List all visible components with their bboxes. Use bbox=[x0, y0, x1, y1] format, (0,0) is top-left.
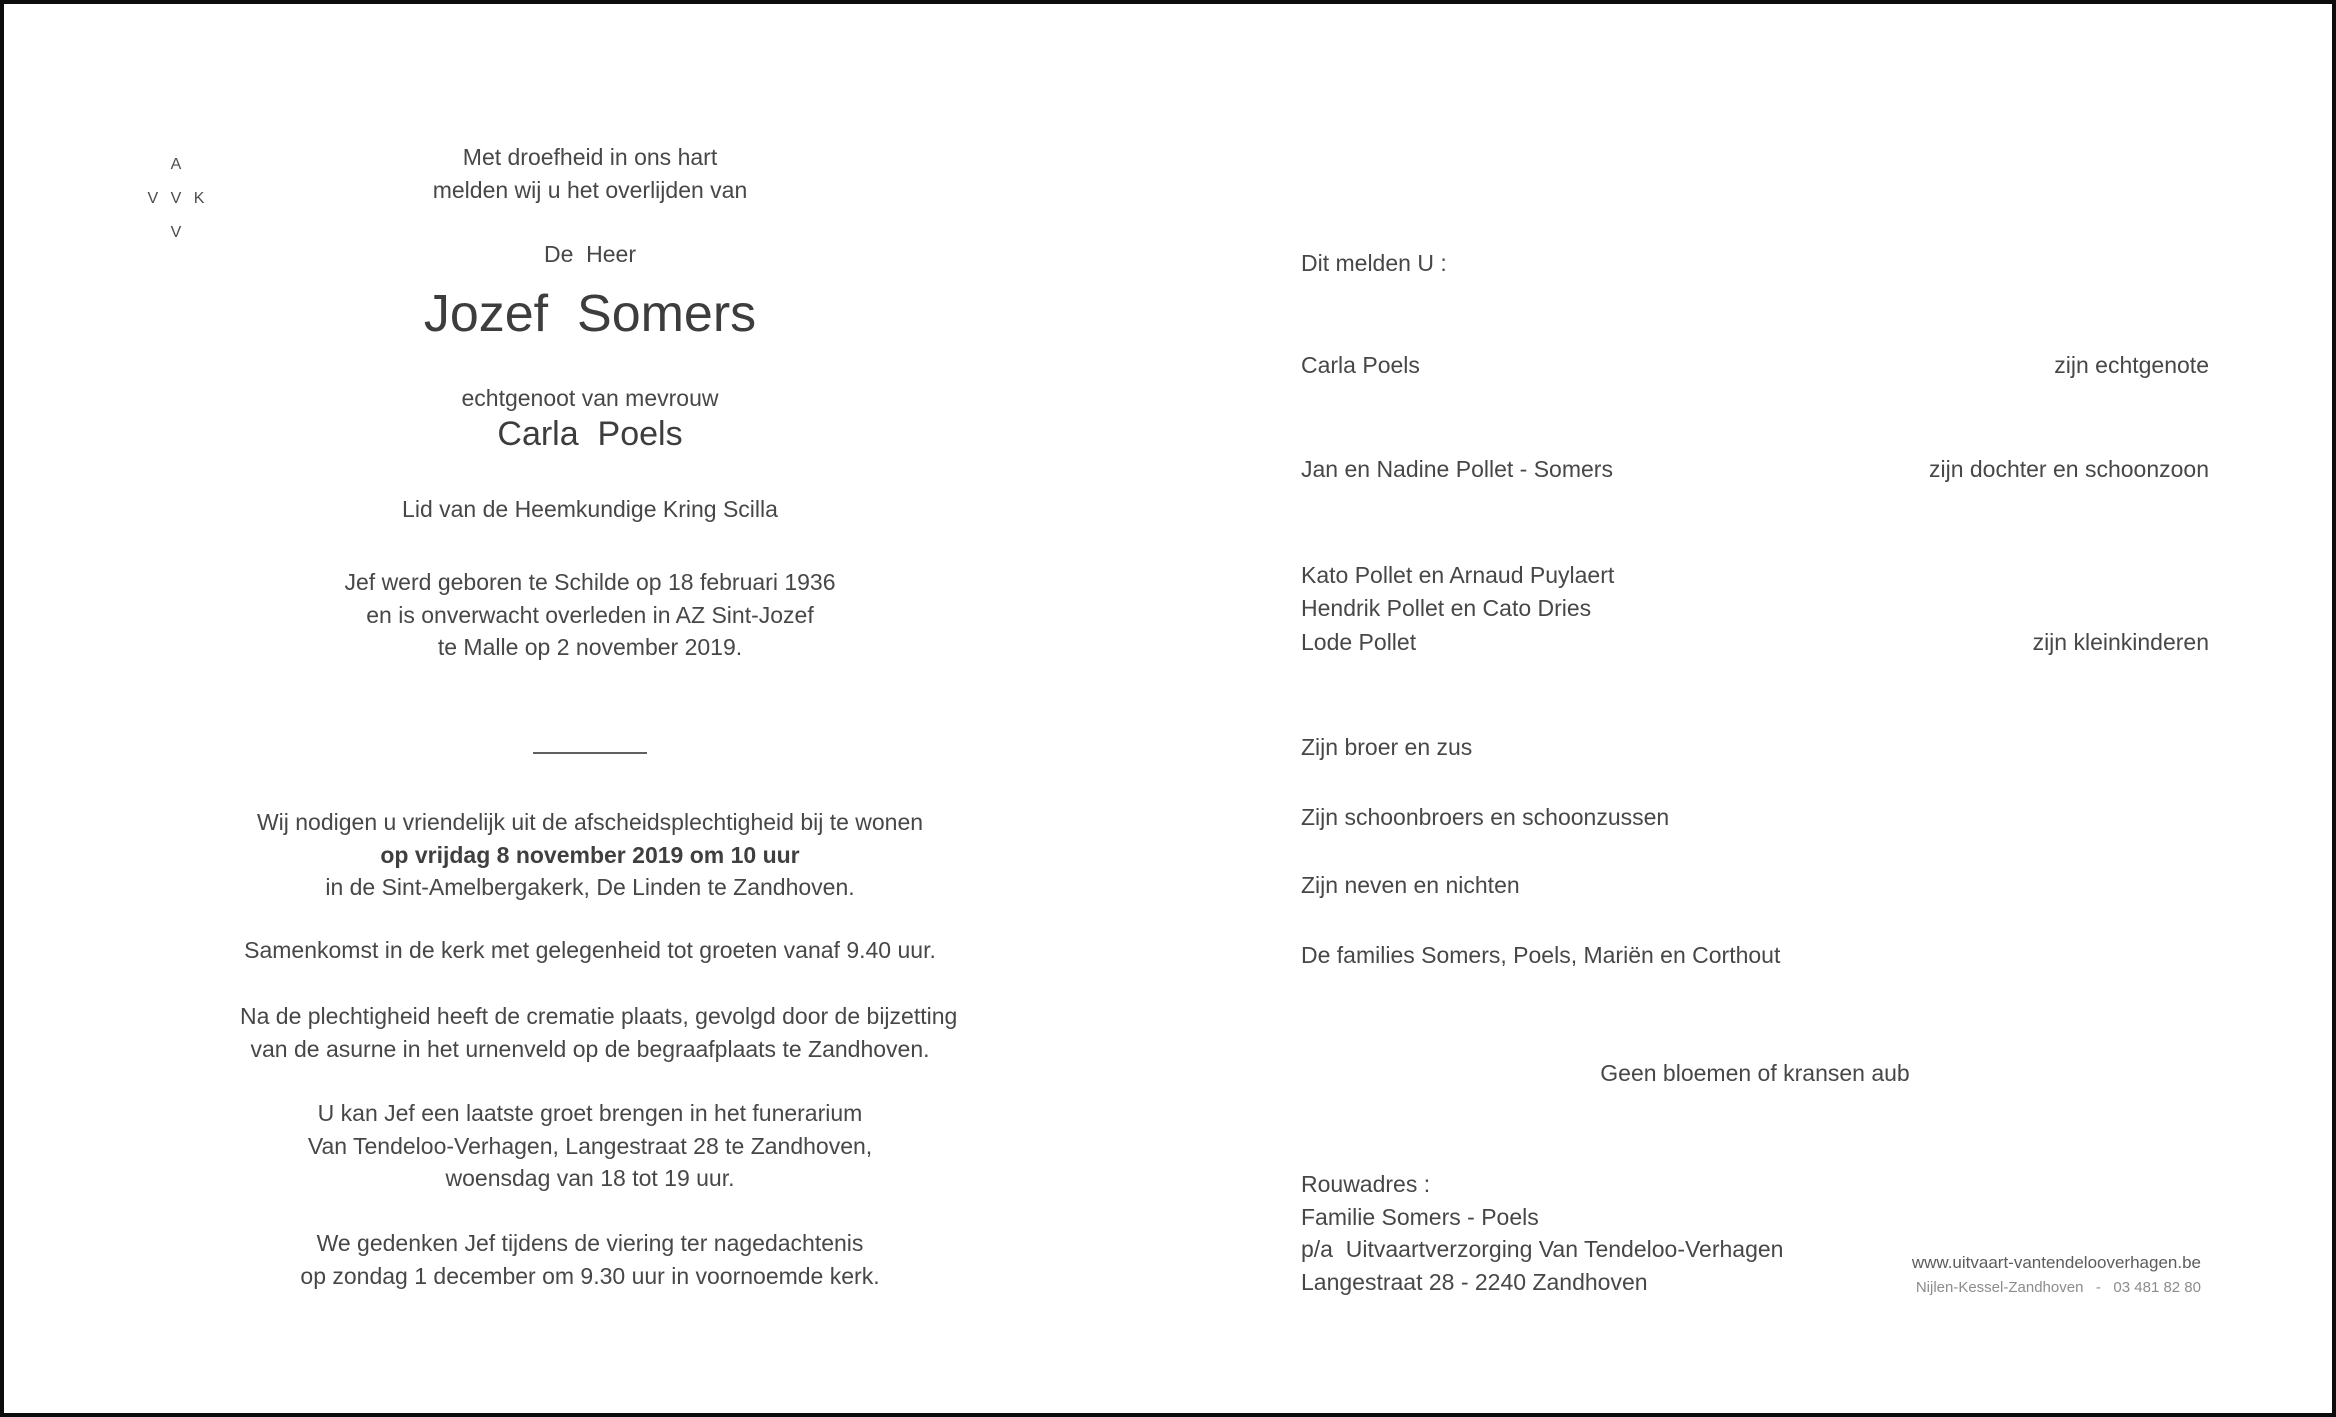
memorial-line: op zondag 1 december om 9.30 uur in voornoemde kerk. bbox=[300, 1262, 880, 1289]
life-dates-paragraph bbox=[240, 566, 940, 664]
invitation-location: in de Sint-Amelbergakerk, De Linden te Zandhoven. bbox=[325, 874, 855, 900]
relative-row bbox=[1301, 592, 2209, 625]
relative-row bbox=[1301, 626, 2209, 659]
cremation-paragraph bbox=[240, 1000, 958, 1065]
relative-relation: zijn kleinkinderen bbox=[2032, 629, 2209, 655]
funerarium-line: U kan Jef een laatste groet brengen in het funerarium bbox=[317, 1100, 863, 1126]
funeral-home-website-block bbox=[1912, 1254, 2201, 1271]
avvkv-emblem bbox=[135, 148, 217, 250]
spouse-name: Carla Poels bbox=[497, 415, 683, 453]
cremation-line: Na de plechtigheid heeft de crematie plaats, gevolgd door de bijzetting bbox=[240, 1003, 958, 1029]
relative-row bbox=[1301, 869, 2209, 902]
announcers-heading-block bbox=[1301, 247, 2209, 280]
relative-name: Zijn schoonbroers en schoonzussen bbox=[1301, 804, 1670, 830]
gathering-text: Samenkomst in de kerk met gelegenheid tot groeten vanaf 9.40 uur. bbox=[244, 937, 936, 963]
spouse-name-block bbox=[240, 417, 940, 451]
intro-line: Met droefheid in ons hart bbox=[462, 144, 718, 170]
life-line: en is onverwacht overleden in AZ Sint-Jozef bbox=[366, 601, 814, 628]
funerarium-paragraph bbox=[240, 1097, 940, 1195]
emblem-letters-middle: V V K bbox=[147, 190, 205, 207]
mourning-address-line: p/a Uitvaartverzorging Van Tendeloo-Verhagen bbox=[1301, 1236, 1784, 1262]
memorial-line: We gedenken Jef tijdens de viering ter nagedachtenis bbox=[316, 1230, 864, 1256]
life-line: Jef werd geboren te Schilde op 18 februari 1936 bbox=[344, 569, 836, 595]
mourning-address-label: Rouwadres : bbox=[1301, 1171, 1431, 1197]
relative-row bbox=[1301, 559, 2209, 592]
mourning-address-line: Familie Somers - Poels bbox=[1301, 1203, 1539, 1230]
relative-name: Carla Poels bbox=[1301, 352, 1420, 378]
flowers-note: Geen bloemen of kransen aub bbox=[1600, 1060, 1910, 1086]
relative-name: Hendrik Pollet en Cato Dries bbox=[1301, 595, 1592, 621]
deceased-name-block bbox=[240, 285, 940, 343]
funeral-home-locations-phone: Nijlen-Kessel-Zandhoven - 03 481 82 80 bbox=[1915, 1279, 2201, 1296]
membership-block bbox=[240, 493, 940, 526]
memorial-paragraph bbox=[240, 1227, 940, 1292]
relative-row bbox=[1301, 939, 2209, 972]
deceased-name: Jozef Somers bbox=[423, 285, 757, 343]
relative-name: Zijn neven en nichten bbox=[1301, 872, 1520, 898]
spouse-label: echtgenoot van mevrouw bbox=[461, 385, 719, 411]
relative-name: Kato Pollet en Arnaud Puylaert bbox=[1301, 562, 1615, 588]
honorific bbox=[240, 238, 940, 271]
invitation-paragraph bbox=[240, 806, 940, 904]
funeral-home-contact-block bbox=[1916, 1280, 2201, 1295]
flowers-note-block bbox=[1301, 1057, 2209, 1090]
emblem-letter-bottom: V bbox=[170, 224, 182, 241]
relative-row bbox=[1301, 801, 2209, 834]
intro-paragraph bbox=[240, 141, 940, 206]
membership-text: Lid van de Heemkundige Kring Scilla bbox=[402, 496, 778, 522]
relative-row bbox=[1301, 731, 2209, 764]
funerarium-line: Van Tendeloo-Verhagen, Langestraat 28 te Zandhoven, bbox=[307, 1132, 873, 1159]
relative-name: De families Somers, Poels, Mariën en Corthout bbox=[1301, 942, 1781, 968]
intro-line: melden wij u het overlijden van bbox=[432, 176, 748, 203]
relative-relation: zijn dochter en schoonzoon bbox=[1928, 456, 2209, 482]
mourning-address-line: Langestraat 28 - 2240 Zandhoven bbox=[1301, 1268, 1648, 1295]
funeral-home-website: www.uitvaart-vantendelooverhagen.be bbox=[1911, 1253, 2201, 1272]
cremation-line: van de asurne in het urnenveld op de begraafplaats te Zandhoven. bbox=[250, 1035, 930, 1062]
relative-row bbox=[1301, 349, 2209, 382]
honorific-text: De Heer bbox=[543, 241, 637, 267]
relative-name: Zijn broer en zus bbox=[1301, 734, 1473, 760]
relative-relation: zijn echtgenote bbox=[2054, 352, 2209, 378]
emblem-letter-top: A bbox=[170, 156, 182, 173]
life-line: te Malle op 2 november 2019. bbox=[437, 634, 743, 660]
separator-rule bbox=[533, 752, 647, 754]
invitation-line: Wij nodigen u vriendelijk uit de afscheidsplechtigheid bij te wonen bbox=[256, 809, 924, 835]
spouse-label-block bbox=[240, 382, 940, 415]
relative-name: Jan en Nadine Pollet - Somers bbox=[1301, 456, 1613, 482]
announcers-heading: Dit melden U : bbox=[1301, 250, 1447, 276]
relative-row bbox=[1301, 453, 2209, 486]
gathering-block bbox=[240, 934, 940, 967]
invitation-date: op vrijdag 8 november 2019 om 10 uur bbox=[380, 841, 800, 868]
funerarium-line: woensdag van 18 tot 19 uur. bbox=[445, 1165, 735, 1191]
relative-name: Lode Pollet bbox=[1301, 629, 1417, 655]
